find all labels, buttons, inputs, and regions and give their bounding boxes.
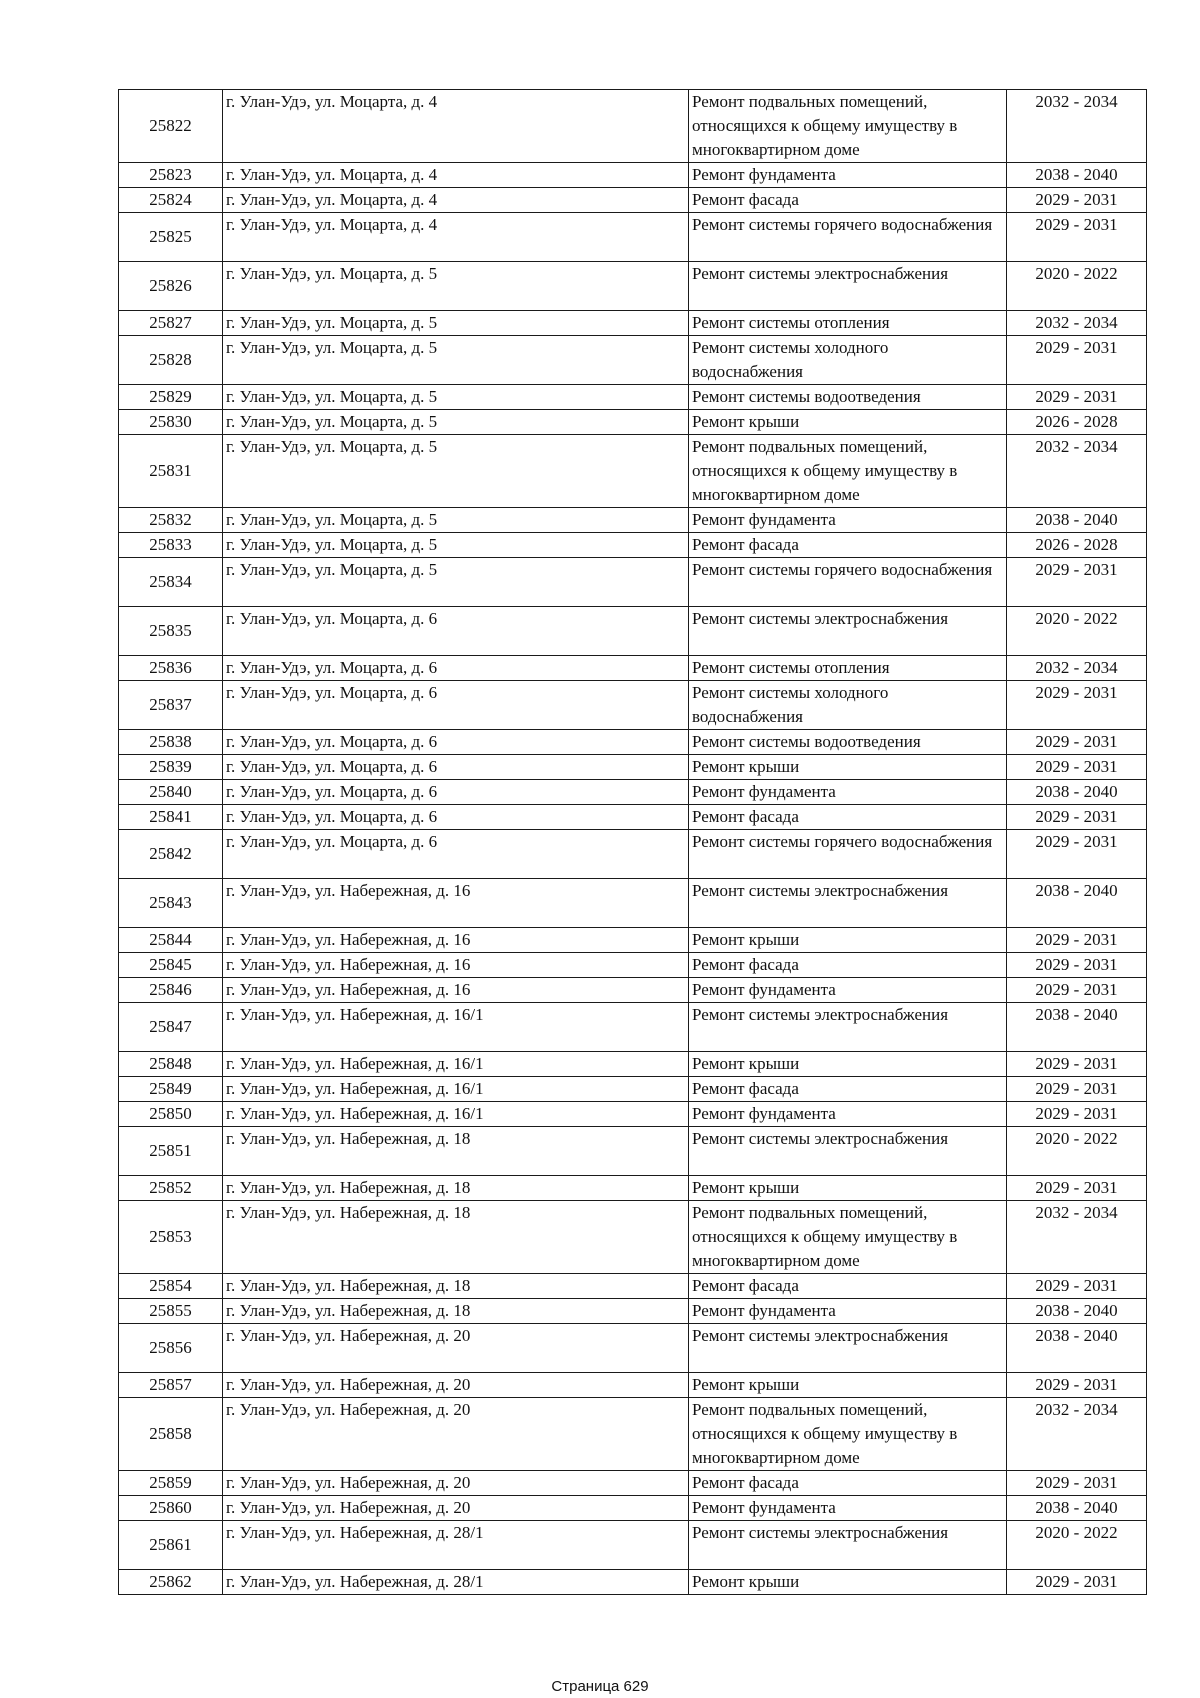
row-period: 2038 - 2040 — [1007, 879, 1147, 928]
table-row — [119, 1274, 1147, 1299]
row-work-type: Ремонт системы холодного водоснабжения — [689, 336, 1007, 385]
row-period: 2032 - 2034 — [1007, 1398, 1147, 1471]
row-period: 2038 - 2040 — [1007, 163, 1147, 188]
row-number: 25824 — [119, 188, 223, 213]
table-row — [119, 978, 1147, 1003]
row-work-type: Ремонт системы горячего водоснабжения — [689, 558, 1007, 607]
table-row — [119, 780, 1147, 805]
row-number: 25861 — [119, 1521, 223, 1570]
table-row — [119, 336, 1147, 385]
row-address: г. Улан-Удэ, ул. Моцарта, д. 4 — [223, 90, 689, 163]
row-period: 2020 - 2022 — [1007, 1521, 1147, 1570]
table-row — [119, 1201, 1147, 1274]
row-address: г. Улан-Удэ, ул. Моцарта, д. 6 — [223, 805, 689, 830]
row-period: 2029 - 2031 — [1007, 385, 1147, 410]
row-work-type: Ремонт фасада — [689, 533, 1007, 558]
table-row — [119, 188, 1147, 213]
row-work-type: Ремонт фундамента — [689, 780, 1007, 805]
row-address: г. Улан-Удэ, ул. Набережная, д. 18 — [223, 1274, 689, 1299]
row-number: 25833 — [119, 533, 223, 558]
row-period: 2038 - 2040 — [1007, 1496, 1147, 1521]
row-work-type: Ремонт крыши — [689, 755, 1007, 780]
table-row — [119, 1570, 1147, 1595]
row-address: г. Улан-Удэ, ул. Набережная, д. 16/1 — [223, 1003, 689, 1052]
row-number: 25843 — [119, 879, 223, 928]
row-address: г. Улан-Удэ, ул. Моцарта, д. 6 — [223, 730, 689, 755]
row-number: 25860 — [119, 1496, 223, 1521]
row-period: 2038 - 2040 — [1007, 1324, 1147, 1373]
table-row — [119, 508, 1147, 533]
row-period: 2038 - 2040 — [1007, 1299, 1147, 1324]
repair-schedule-table — [118, 89, 1147, 1595]
row-address: г. Улан-Удэ, ул. Моцарта, д. 6 — [223, 755, 689, 780]
row-work-type: Ремонт системы электроснабжения — [689, 1003, 1007, 1052]
row-address: г. Улан-Удэ, ул. Набережная, д. 18 — [223, 1176, 689, 1201]
row-number: 25862 — [119, 1570, 223, 1595]
table-row — [119, 730, 1147, 755]
row-period: 2029 - 2031 — [1007, 1274, 1147, 1299]
row-period: 2029 - 2031 — [1007, 830, 1147, 879]
row-work-type: Ремонт фундамента — [689, 1496, 1007, 1521]
row-number: 25834 — [119, 558, 223, 607]
row-period: 2029 - 2031 — [1007, 1102, 1147, 1127]
row-number: 25826 — [119, 262, 223, 311]
row-number: 25842 — [119, 830, 223, 879]
row-work-type: Ремонт крыши — [689, 1052, 1007, 1077]
row-address: г. Улан-Удэ, ул. Моцарта, д. 5 — [223, 385, 689, 410]
table-row — [119, 1052, 1147, 1077]
table-row — [119, 953, 1147, 978]
row-number: 25849 — [119, 1077, 223, 1102]
row-work-type: Ремонт подвальных помещений, относящихся к общему имуществу в многоквартирном доме — [689, 1398, 1007, 1471]
row-address: г. Улан-Удэ, ул. Моцарта, д. 5 — [223, 336, 689, 385]
row-number: 25847 — [119, 1003, 223, 1052]
row-work-type: Ремонт крыши — [689, 928, 1007, 953]
row-address: г. Улан-Удэ, ул. Моцарта, д. 6 — [223, 681, 689, 730]
row-number: 25858 — [119, 1398, 223, 1471]
row-period: 2029 - 2031 — [1007, 953, 1147, 978]
table-row — [119, 1471, 1147, 1496]
table-row — [119, 410, 1147, 435]
row-period: 2032 - 2034 — [1007, 311, 1147, 336]
table-row — [119, 262, 1147, 311]
table-row — [119, 533, 1147, 558]
row-work-type: Ремонт системы отопления — [689, 311, 1007, 336]
table-row — [119, 928, 1147, 953]
row-number: 25838 — [119, 730, 223, 755]
table-row — [119, 1127, 1147, 1176]
row-period: 2020 - 2022 — [1007, 1127, 1147, 1176]
row-period: 2032 - 2034 — [1007, 435, 1147, 508]
row-address: г. Улан-Удэ, ул. Моцарта, д. 5 — [223, 558, 689, 607]
row-period: 2038 - 2040 — [1007, 780, 1147, 805]
row-period: 2029 - 2031 — [1007, 755, 1147, 780]
row-period: 2029 - 2031 — [1007, 1373, 1147, 1398]
row-period: 2029 - 2031 — [1007, 681, 1147, 730]
row-number: 25853 — [119, 1201, 223, 1274]
table-row — [119, 385, 1147, 410]
row-work-type: Ремонт крыши — [689, 1373, 1007, 1398]
row-work-type: Ремонт фундамента — [689, 1102, 1007, 1127]
row-address: г. Улан-Удэ, ул. Набережная, д. 16/1 — [223, 1052, 689, 1077]
row-work-type: Ремонт фасада — [689, 1077, 1007, 1102]
row-work-type: Ремонт фундамента — [689, 163, 1007, 188]
row-period: 2029 - 2031 — [1007, 928, 1147, 953]
table-row — [119, 1496, 1147, 1521]
row-work-type: Ремонт крыши — [689, 1176, 1007, 1201]
row-address: г. Улан-Удэ, ул. Моцарта, д. 5 — [223, 262, 689, 311]
row-address: г. Улан-Удэ, ул. Набережная, д. 18 — [223, 1127, 689, 1176]
table-row — [119, 805, 1147, 830]
row-number: 25848 — [119, 1052, 223, 1077]
row-work-type: Ремонт системы водоотведения — [689, 385, 1007, 410]
row-number: 25830 — [119, 410, 223, 435]
row-number: 25832 — [119, 508, 223, 533]
table-row — [119, 435, 1147, 508]
row-address: г. Улан-Удэ, ул. Набережная, д. 20 — [223, 1398, 689, 1471]
row-address: г. Улан-Удэ, ул. Моцарта, д. 5 — [223, 508, 689, 533]
row-period: 2029 - 2031 — [1007, 1176, 1147, 1201]
row-period: 2029 - 2031 — [1007, 1052, 1147, 1077]
row-period: 2029 - 2031 — [1007, 558, 1147, 607]
row-number: 25856 — [119, 1324, 223, 1373]
row-period: 2029 - 2031 — [1007, 188, 1147, 213]
row-number: 25851 — [119, 1127, 223, 1176]
table-row — [119, 558, 1147, 607]
row-period: 2026 - 2028 — [1007, 533, 1147, 558]
row-number: 25839 — [119, 755, 223, 780]
row-address: г. Улан-Удэ, ул. Моцарта, д. 5 — [223, 311, 689, 336]
table-row — [119, 1003, 1147, 1052]
row-work-type: Ремонт подвальных помещений, относящихся к общему имуществу в многоквартирном доме — [689, 1201, 1007, 1274]
row-work-type: Ремонт фасада — [689, 1274, 1007, 1299]
row-number: 25835 — [119, 607, 223, 656]
row-address: г. Улан-Удэ, ул. Моцарта, д. 6 — [223, 607, 689, 656]
row-work-type: Ремонт системы водоотведения — [689, 730, 1007, 755]
row-number: 25823 — [119, 163, 223, 188]
row-number: 25850 — [119, 1102, 223, 1127]
row-work-type: Ремонт фундамента — [689, 1299, 1007, 1324]
row-work-type: Ремонт фундамента — [689, 508, 1007, 533]
row-work-type: Ремонт фасада — [689, 953, 1007, 978]
row-address: г. Улан-Удэ, ул. Набережная, д. 20 — [223, 1373, 689, 1398]
row-number: 25831 — [119, 435, 223, 508]
row-number: 25836 — [119, 656, 223, 681]
table-row — [119, 1398, 1147, 1471]
row-number: 25854 — [119, 1274, 223, 1299]
row-address: г. Улан-Удэ, ул. Моцарта, д. 5 — [223, 435, 689, 508]
row-work-type: Ремонт системы электроснабжения — [689, 1324, 1007, 1373]
table-row — [119, 681, 1147, 730]
row-address: г. Улан-Удэ, ул. Набережная, д. 20 — [223, 1496, 689, 1521]
table-row — [119, 90, 1147, 163]
row-address: г. Улан-Удэ, ул. Набережная, д. 20 — [223, 1471, 689, 1496]
row-address: г. Улан-Удэ, ул. Моцарта, д. 6 — [223, 830, 689, 879]
row-work-type: Ремонт подвальных помещений, относящихся к общему имуществу в многоквартирном доме — [689, 435, 1007, 508]
row-work-type: Ремонт системы отопления — [689, 656, 1007, 681]
row-work-type: Ремонт подвальных помещений, относящихся к общему имуществу в многоквартирном доме — [689, 90, 1007, 163]
row-period: 2029 - 2031 — [1007, 1077, 1147, 1102]
row-address: г. Улан-Удэ, ул. Набережная, д. 16 — [223, 978, 689, 1003]
table-row — [119, 1102, 1147, 1127]
row-work-type: Ремонт фасада — [689, 1471, 1007, 1496]
row-address: г. Улан-Удэ, ул. Набережная, д. 28/1 — [223, 1521, 689, 1570]
row-period: 2029 - 2031 — [1007, 978, 1147, 1003]
row-period: 2032 - 2034 — [1007, 90, 1147, 163]
row-address: г. Улан-Удэ, ул. Моцарта, д. 6 — [223, 780, 689, 805]
row-address: г. Улан-Удэ, ул. Набережная, д. 16 — [223, 928, 689, 953]
row-number: 25859 — [119, 1471, 223, 1496]
row-number: 25827 — [119, 311, 223, 336]
row-address: г. Улан-Удэ, ул. Моцарта, д. 4 — [223, 213, 689, 262]
row-period: 2032 - 2034 — [1007, 1201, 1147, 1274]
table-row — [119, 1077, 1147, 1102]
row-address: г. Улан-Удэ, ул. Набережная, д. 18 — [223, 1201, 689, 1274]
row-work-type: Ремонт крыши — [689, 410, 1007, 435]
row-number: 25828 — [119, 336, 223, 385]
row-period: 2020 - 2022 — [1007, 262, 1147, 311]
row-period: 2026 - 2028 — [1007, 410, 1147, 435]
row-address: г. Улан-Удэ, ул. Набережная, д. 16 — [223, 953, 689, 978]
table-row — [119, 830, 1147, 879]
table-row — [119, 163, 1147, 188]
row-period: 2029 - 2031 — [1007, 730, 1147, 755]
row-number: 25855 — [119, 1299, 223, 1324]
row-period: 2029 - 2031 — [1007, 213, 1147, 262]
row-work-type: Ремонт системы горячего водоснабжения — [689, 213, 1007, 262]
row-address: г. Улан-Удэ, ул. Набережная, д. 18 — [223, 1299, 689, 1324]
row-number: 25857 — [119, 1373, 223, 1398]
row-period: 2029 - 2031 — [1007, 1570, 1147, 1595]
row-period: 2029 - 2031 — [1007, 336, 1147, 385]
table-row — [119, 1324, 1147, 1373]
table-row — [119, 1176, 1147, 1201]
row-work-type: Ремонт системы электроснабжения — [689, 1127, 1007, 1176]
row-address: г. Улан-Удэ, ул. Набережная, д. 16/1 — [223, 1077, 689, 1102]
row-work-type: Ремонт фасада — [689, 805, 1007, 830]
row-number: 25846 — [119, 978, 223, 1003]
row-number: 25852 — [119, 1176, 223, 1201]
row-address: г. Улан-Удэ, ул. Набережная, д. 20 — [223, 1324, 689, 1373]
row-period: 2029 - 2031 — [1007, 805, 1147, 830]
table-row — [119, 1299, 1147, 1324]
row-address: г. Улан-Удэ, ул. Моцарта, д. 5 — [223, 533, 689, 558]
row-work-type: Ремонт фасада — [689, 188, 1007, 213]
table-row — [119, 1373, 1147, 1398]
row-period: 2029 - 2031 — [1007, 1471, 1147, 1496]
row-number: 25841 — [119, 805, 223, 830]
row-number: 25844 — [119, 928, 223, 953]
row-period: 2038 - 2040 — [1007, 1003, 1147, 1052]
row-period: 2020 - 2022 — [1007, 607, 1147, 656]
table-row — [119, 607, 1147, 656]
row-address: г. Улан-Удэ, ул. Моцарта, д. 6 — [223, 656, 689, 681]
row-work-type: Ремонт системы холодного водоснабжения — [689, 681, 1007, 730]
row-number: 25837 — [119, 681, 223, 730]
row-address: г. Улан-Удэ, ул. Моцарта, д. 4 — [223, 163, 689, 188]
row-address: г. Улан-Удэ, ул. Набережная, д. 28/1 — [223, 1570, 689, 1595]
table-row — [119, 755, 1147, 780]
table-row — [119, 311, 1147, 336]
page-number: Страница 629 — [551, 1678, 649, 1695]
row-number: 25825 — [119, 213, 223, 262]
row-number: 25822 — [119, 90, 223, 163]
row-number: 25829 — [119, 385, 223, 410]
row-address: г. Улан-Удэ, ул. Моцарта, д. 4 — [223, 188, 689, 213]
row-work-type: Ремонт фундамента — [689, 978, 1007, 1003]
row-period: 2032 - 2034 — [1007, 656, 1147, 681]
row-work-type: Ремонт системы электроснабжения — [689, 607, 1007, 656]
row-work-type: Ремонт системы горячего водоснабжения — [689, 830, 1007, 879]
table-row — [119, 656, 1147, 681]
table-row — [119, 213, 1147, 262]
row-period: 2038 - 2040 — [1007, 508, 1147, 533]
table-row — [119, 879, 1147, 928]
row-work-type: Ремонт крыши — [689, 1570, 1007, 1595]
row-work-type: Ремонт системы электроснабжения — [689, 879, 1007, 928]
row-number: 25840 — [119, 780, 223, 805]
row-address: г. Улан-Удэ, ул. Набережная, д. 16 — [223, 879, 689, 928]
table-row — [119, 1521, 1147, 1570]
row-work-type: Ремонт системы электроснабжения — [689, 262, 1007, 311]
row-work-type: Ремонт системы электроснабжения — [689, 1521, 1007, 1570]
row-number: 25845 — [119, 953, 223, 978]
row-address: г. Улан-Удэ, ул. Набережная, д. 16/1 — [223, 1102, 689, 1127]
row-address: г. Улан-Удэ, ул. Моцарта, д. 5 — [223, 410, 689, 435]
